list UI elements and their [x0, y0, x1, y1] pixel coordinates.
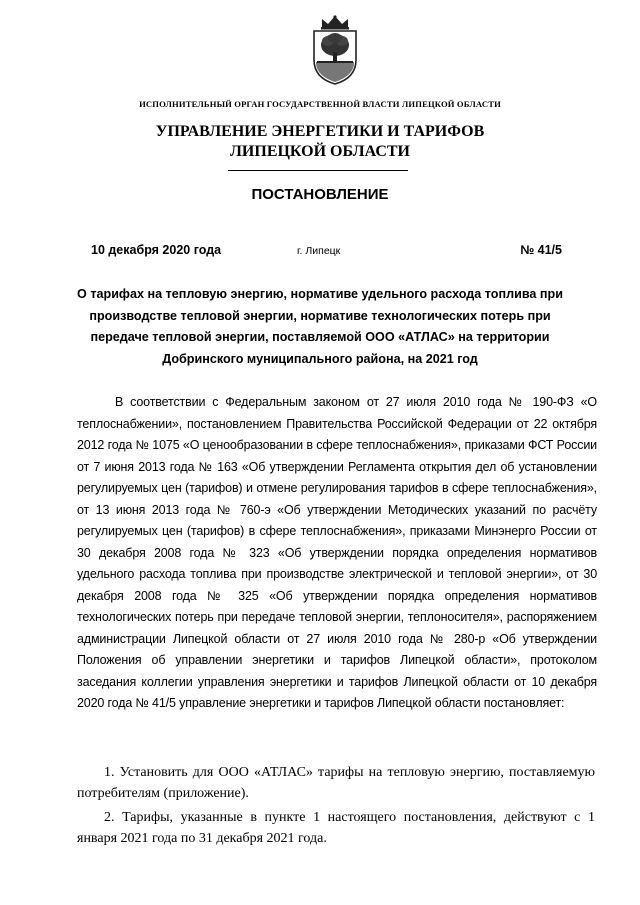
document-city: г. Липецк	[297, 245, 341, 257]
preamble-paragraph: В соответствии с Федеральным законом от 27 июля 2010 года № 190-ФЗ «О теплоснабжении», постановлением Правительства Российской Федерации от 22 октября 2012 года № 1075 «О ценообразовании в сфере теплоснабжения», приказами ФСТ России от 7 июня 2013 года № 163 «Об утверждении Регламента открытия дел об установлении регулируемых цен (тарифов) и отмене регулирования тарифов в сфере теплоснабжения», от 13 июня 2013 года № 760-э «Об утверждении Методических указаний по расчёту регулируемых цен (тарифов) в сфере теплоснабжения», приказами Минэнерго России от 30 декабря 2008 года № 323 «Об утверждении порядка определения нормативов удельного расхода топлива при производстве электрической и тепловой энергии», от 30 декабря 2008 года № 325 «Об утверждении порядка определения нормативов технологических потерь при передаче тепловой энергии, теплоносителя», распоряжением администрации Липецкой области от 27 июля 2010 года № 280-р «Об утверждении Положения об управлении энергетики и тарифов Липецкой области», протоколом заседания коллегии управления энергетики и тарифов Липецкой области от 10 декабря 2020 года № 41/5 управление энергетики и тарифов Липецкой области постановляет:	[77, 395, 597, 710]
department-line-1: УПРАВЛЕНИЕ ЭНЕРГЕТИКИ И ТАРИФОВ	[155, 123, 485, 140]
document-type: ПОСТАНОВЛЕНИЕ	[251, 186, 389, 203]
clause-2: 2. Тарифы, указанные в пункте 1 настоящего постановления, действуют с 1 января 2021 года по 31 декабря 2021 года.	[77, 810, 595, 846]
document-date: 10 декабря 2020 года	[91, 243, 222, 257]
document-title: О тарифах на тепловую энергию, нормативе удельного расхода топлива при производстве тепловой энергии, нормативе технологических потерь при передаче тепловой энергии, поставляемой ООО «АТЛАС» на территории Добринского муниципального района, на 2021 год	[77, 287, 563, 366]
clause-1: 1. Установить для ООО «АТЛАС» тарифы на тепловую энергию, поставляемую потребителям (приложение).	[77, 765, 595, 801]
lipetsk-coat-of-arms-icon	[308, 14, 362, 86]
authority-name: ИСПОЛНИТЕЛЬНЫЙ ОРГАН ГОСУДАРСТВЕННОЙ ВЛАСТИ ЛИПЕЦКОЙ ОБЛАСТИ	[139, 99, 501, 109]
department-line-2: ЛИПЕЦКОЙ ОБЛАСТИ	[230, 143, 410, 160]
department-name	[0, 122, 640, 162]
document-number: № 41/5	[520, 243, 562, 257]
header-divider	[228, 170, 408, 171]
